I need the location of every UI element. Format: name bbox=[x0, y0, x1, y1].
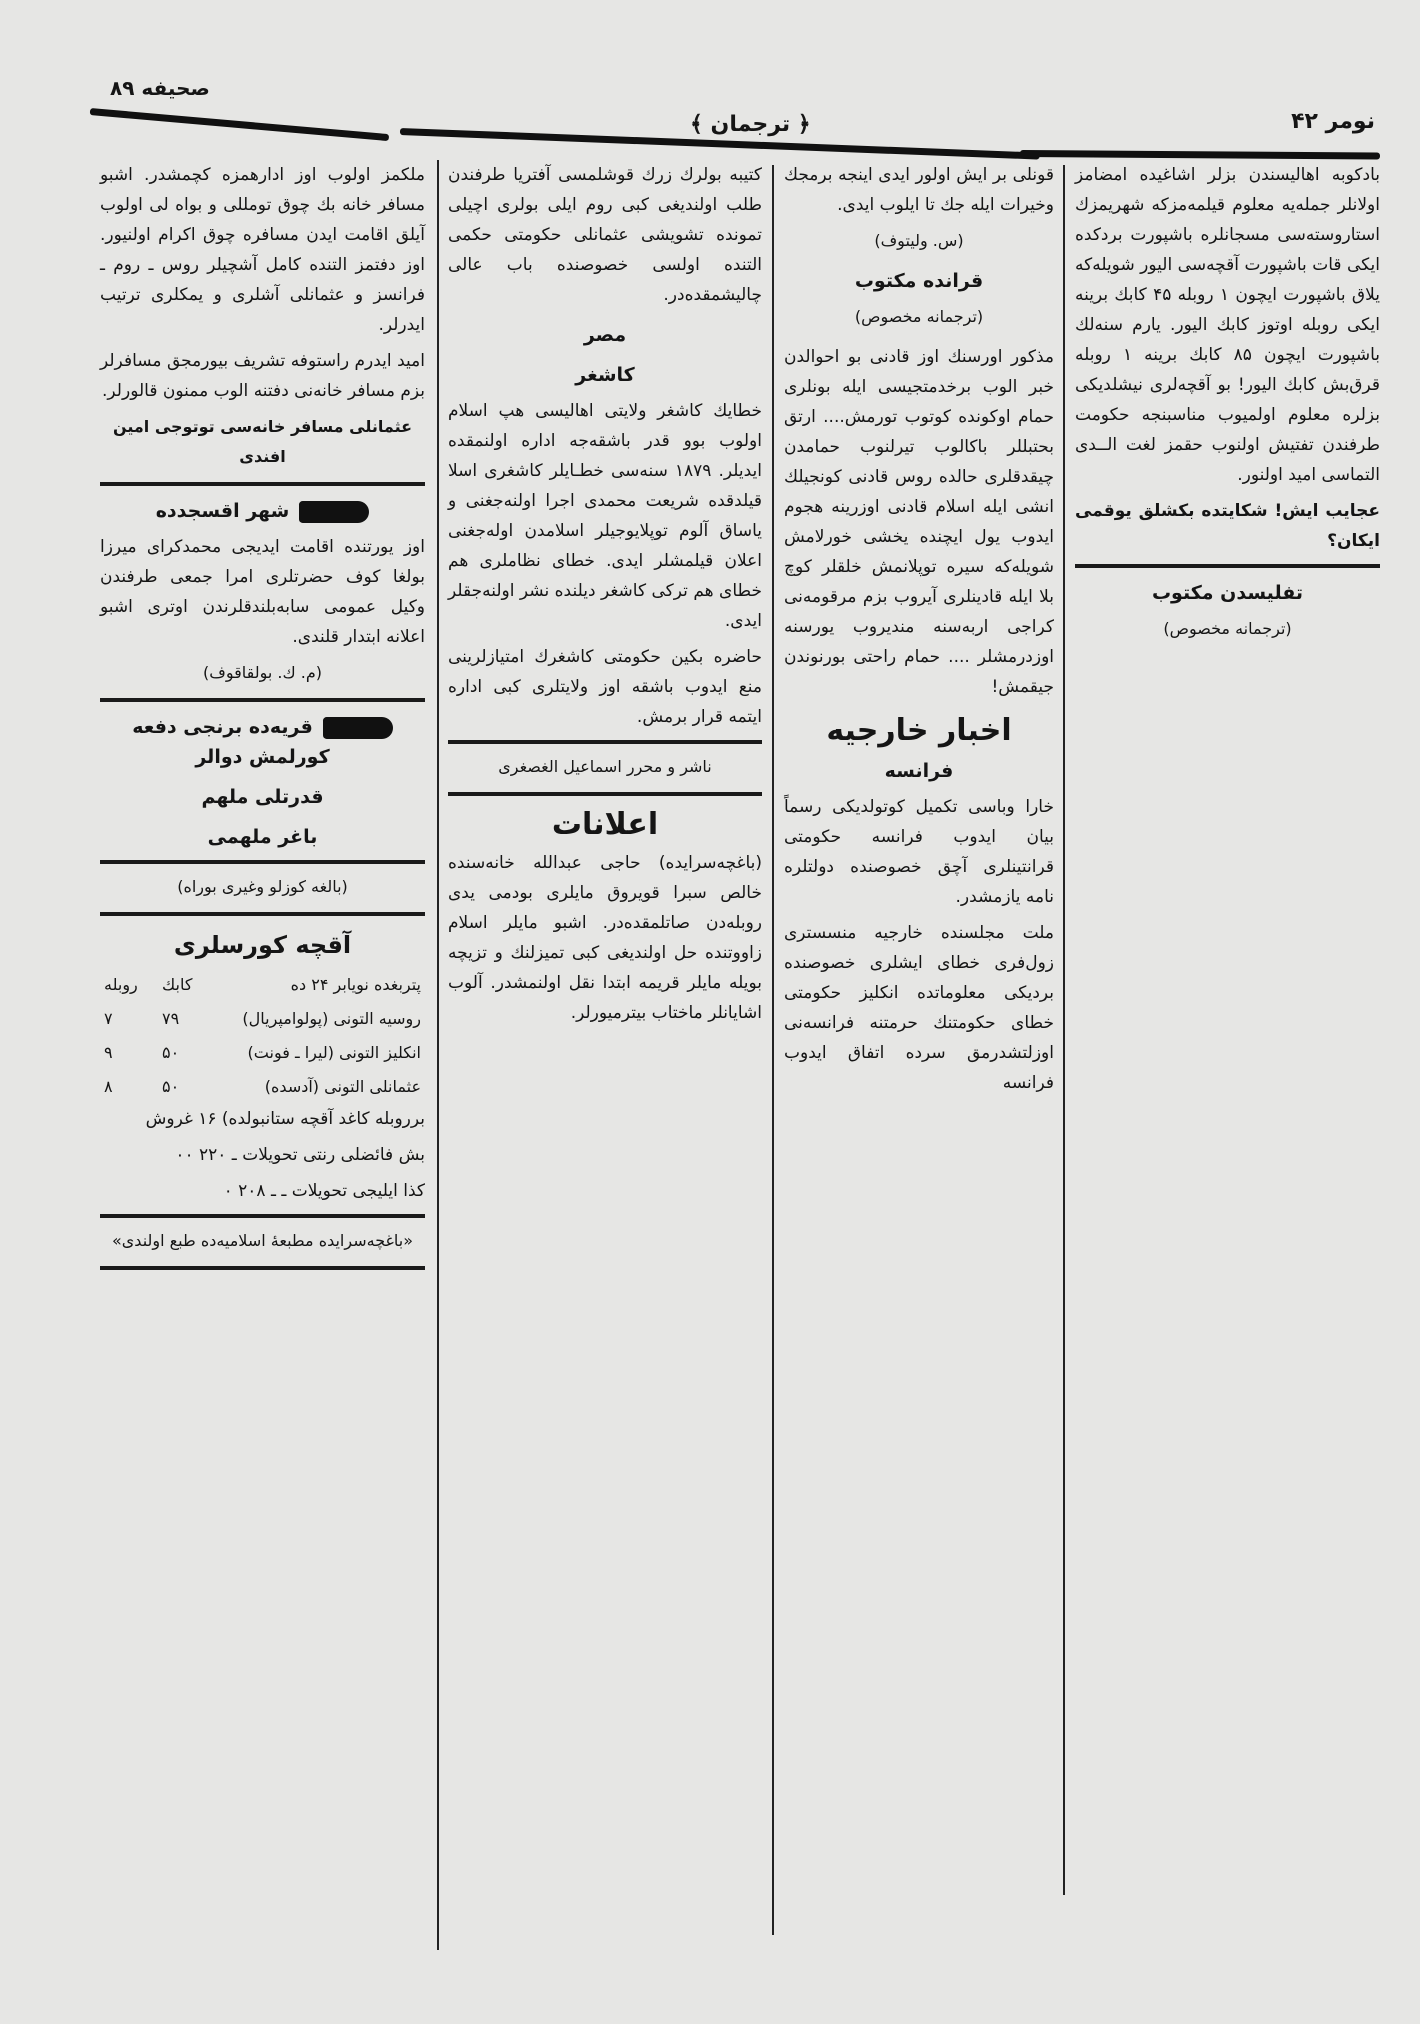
article-text: عجایب ایش! شكایتده بكشلق یوقمی ایكان؟ bbox=[1075, 501, 1380, 551]
divider bbox=[100, 1266, 425, 1270]
section-heading: قرانده مكتوب bbox=[854, 270, 984, 292]
article-text: مذكور اورسنك اوز قادنی بو احوالدن خبر الوب برخدمتجیسی ایله بونلری حمام اوكونده كوتوب تورمش.... ارتق بحتبللر باكالوب تیرلنوب حمامدن چیقدقلری حالده روس قادنی كونجیلك انشی ایله اسلام قادنی اوزرینه هجوم ایدوب یول ایچنده یخشی خورلامش شویله‌كه سیره توپلانمش خلقلر كوچ بلا ایله قادینلری آیروب بزم مرقومه‌نی كراجی اربه‌سنه منديروب یورسنه اوزدرمشلر .... حمام راحتی بورنوندن جیقمش! bbox=[784, 347, 1054, 697]
signature: (س. ولیتوف) bbox=[874, 231, 964, 250]
notice: (بالغه كوزلو وغیری بوراه) bbox=[177, 877, 348, 896]
table-row: عثمانلی التونی (آدسده) ۵۰ ۸ bbox=[104, 1077, 421, 1096]
divider bbox=[1075, 564, 1380, 568]
column-3 bbox=[448, 160, 762, 1034]
pointing-hand-icon bbox=[323, 717, 393, 739]
pointing-hand-icon bbox=[299, 501, 369, 523]
column-divider bbox=[772, 165, 774, 1935]
printer-imprint: «باغچه‌سرایده مطبعهٔ اسلامیه‌ده طبع اولندی» bbox=[111, 1231, 413, 1250]
section-heading: شهر اقسجدده bbox=[100, 496, 425, 526]
column-4 bbox=[100, 160, 425, 1278]
subheading-france: فرانسه bbox=[884, 760, 954, 782]
subheading: باغر ملهمی bbox=[207, 826, 318, 848]
advertisement-text: امید ایدرم راستوفه تشریف بیورمجق مسافرلر بزم مسافر خانه‌نی دفتنه الوب ممنون قالورلر. bbox=[100, 351, 425, 401]
divider bbox=[448, 792, 762, 796]
rates-note: برروبله كاغد آقچه ستانبولده) ۱۶ غروش bbox=[145, 1109, 425, 1129]
divider bbox=[100, 912, 425, 916]
column-2 bbox=[784, 160, 1054, 1104]
article-text: ملت مجلسنده خارجیه منسستری زول‌فری خطای ایشلری خصوصنده بردیكی معلوماتده انكلیز حكومتی خطای حكومتنك حرمتنه فرانسه‌نی اوزلتشدرمق سرده اتفاق ایدوب فرانسه bbox=[784, 923, 1054, 1093]
article-text: بادكوبه اهالیسندن بزلر اشاغیده امضامز اولانلر جمله‌یه معلوم قیلمه‌مزكه شهریمزك استاروسته‌سی مسجانلره باشپورت بردكده ایكی قات باشپورت آقچه‌سی الیور شویله‌كه یلاق باشپورت ایچون ۱ روبله ۴۵ كابك برینه ایكی روبله اوتوز كابك الیور. یارم سنه‌لك باشپورت ایچون ۸۵ كابك برینه ۱ روبله قرق‌بش كابك الیور! بو آقچه‌لری نیشلدیكی بزلره معلوم اولمیوب مناسبنجه حكومت طرفندن تفتیش اولنوب حقمز لغت الــدی التماسی امید اولنور. bbox=[1075, 165, 1380, 485]
divider bbox=[100, 860, 425, 864]
article-text: خارا وباسی تكمیل كوتولدیكی رسماً بیان ایدوب فرانسه حكومتی قرانتینلری آچق خصوصنده دولتلره نامه یازمشدر. bbox=[784, 797, 1054, 907]
advertisement-text: ملكمز اولوب اوز ادارهمزه كچمشدر. اشبو مسافر خانه بك چوق تومللی و بواه لی اولوب آیلق اقامت ایدن مسافره چوق اكرام اولنیور. اوز دفتمز التنده كامل آشچیلر روس ـ روم ـ فرانسز و عثمانلی آشلری و یمكلری ترتیب ایدرلر. bbox=[100, 165, 425, 335]
table-header-row: پتربغده نویابر ۲۴ ده كابك روبله bbox=[104, 975, 421, 994]
issue-number: نومر ۴۲ bbox=[1291, 109, 1375, 134]
divider bbox=[100, 482, 425, 486]
top-rule-right bbox=[1020, 150, 1380, 160]
subheading: قدرتلی ملهم bbox=[201, 786, 324, 808]
signature: عثمانلی مسافر خانه‌سی توتوجی امین افندی bbox=[112, 417, 413, 466]
rates-note: بش فائضلی رنتی تحویلات ـ ۲۲۰ ۰۰ bbox=[175, 1145, 425, 1165]
section-heading-foreign-news: اخبار خارجیه bbox=[826, 713, 1012, 748]
top-rule-left bbox=[90, 108, 389, 141]
section-heading: مصر bbox=[583, 324, 627, 346]
section-heading-ads: اعلانات bbox=[551, 807, 659, 842]
divider bbox=[100, 698, 425, 702]
table-row: روسیه التونی (پولوامپریال) ۷۹ ۷ bbox=[104, 1009, 421, 1028]
column-1 bbox=[1075, 160, 1380, 654]
article-text: خطایك كاشغر ولایتی اهالیسی هپ اسلام اولوب بوو قدر باشقه‌جه اداره اولنمقده ایدیلر. ۱۸۷۹ سنه‌سی خطـایلر كاشغری اسلا قیلدقده شریعت محمدی اجرا اولنه‌جغنی و یاساق آلوم توپلایوجیلر اسلامدن اوله‌جغنی اعلان قیلمشلر ایدی. خطای نظاملری هم خطای هم تركی كاشغر دیلنده نشر اولنه‌جقلر ایدی. bbox=[448, 401, 762, 631]
section-subheading: (ترجمانه مخصوص) bbox=[854, 307, 984, 326]
article-text: حاضره بكین حكومتی كاشغرك امتیازلرینی منع ایدوب باشقه اوز ولایتلری كبی اداره ایتمه قرار برمش. bbox=[448, 647, 762, 727]
article-text: كتیبه بولرك زرك قوشلمسی آفتریا طرفندن طلب اولندیغی كبی روم ایلی بولری اچیلی تمونده تشویشی عثمانلی حكومتی حكمی التنده اولسی خصوصنده باب عالی چالیشمقده‌در. bbox=[448, 165, 762, 305]
section-heading: تفلیسدن مكتوب bbox=[1151, 582, 1304, 604]
section-heading: كاشغر bbox=[575, 364, 635, 386]
page-number: صحيفه ۸۹ bbox=[110, 76, 210, 100]
signature: (م. ك. بولقاقوف) bbox=[203, 663, 322, 682]
divider bbox=[100, 1214, 425, 1218]
advertisement-text: اوز یورتنده اقامت ایدیجی محمدكرای میرزا بولغا كوف حضرتلری امرا جمعی طرفندن وكیل عمومی سابه‌بلندقلرندن اوتری اشبو اعلانه ابتدار قلندی. bbox=[100, 537, 425, 647]
exchange-rates-table bbox=[100, 968, 425, 1104]
exchange-rates-title: آقچه كورسلری bbox=[173, 931, 352, 959]
rates-note: كذا ایلیجی تحویلات ـ ـ ۲۰۸ ۰ bbox=[223, 1181, 425, 1201]
table-row: انكلیز التونی (لیرا ـ فونت) ۵۰ ۹ bbox=[104, 1043, 421, 1062]
divider bbox=[448, 740, 762, 744]
section-subheading: (ترجمانه مخصوص) bbox=[1163, 619, 1292, 638]
column-divider bbox=[437, 160, 439, 1950]
column-divider bbox=[1063, 165, 1065, 1895]
advertisement-text: (باغچه‌سرایده) حاجی عبدالله خانه‌سنده خالص سبرا قویروق مایلری بودمی یدی روبله‌دن صاتلمقده‌در. اشبو مایلر اسلام زاووتنده حل اولندیغی كبی تمیزلنك و تزیچه بویله مایلر قریمه ابتدا نقل اولنمشدر. آلوب اشایانلر ماختاب بیترمیورلر. bbox=[448, 853, 762, 1023]
article-text: قونلی بر ایش اولور ایدی اینجه برمجك وخیرات ایله جك تا ایلوب ایدی. bbox=[784, 165, 1054, 215]
masthead-title: ﴿ ترجمان ﴾ bbox=[690, 112, 811, 137]
section-heading: قریه‌ده برنجی دفعه كورلمش دوالر bbox=[100, 712, 425, 772]
publisher-line: ناشر و محرر اسماعیل الغصغری bbox=[498, 757, 712, 776]
